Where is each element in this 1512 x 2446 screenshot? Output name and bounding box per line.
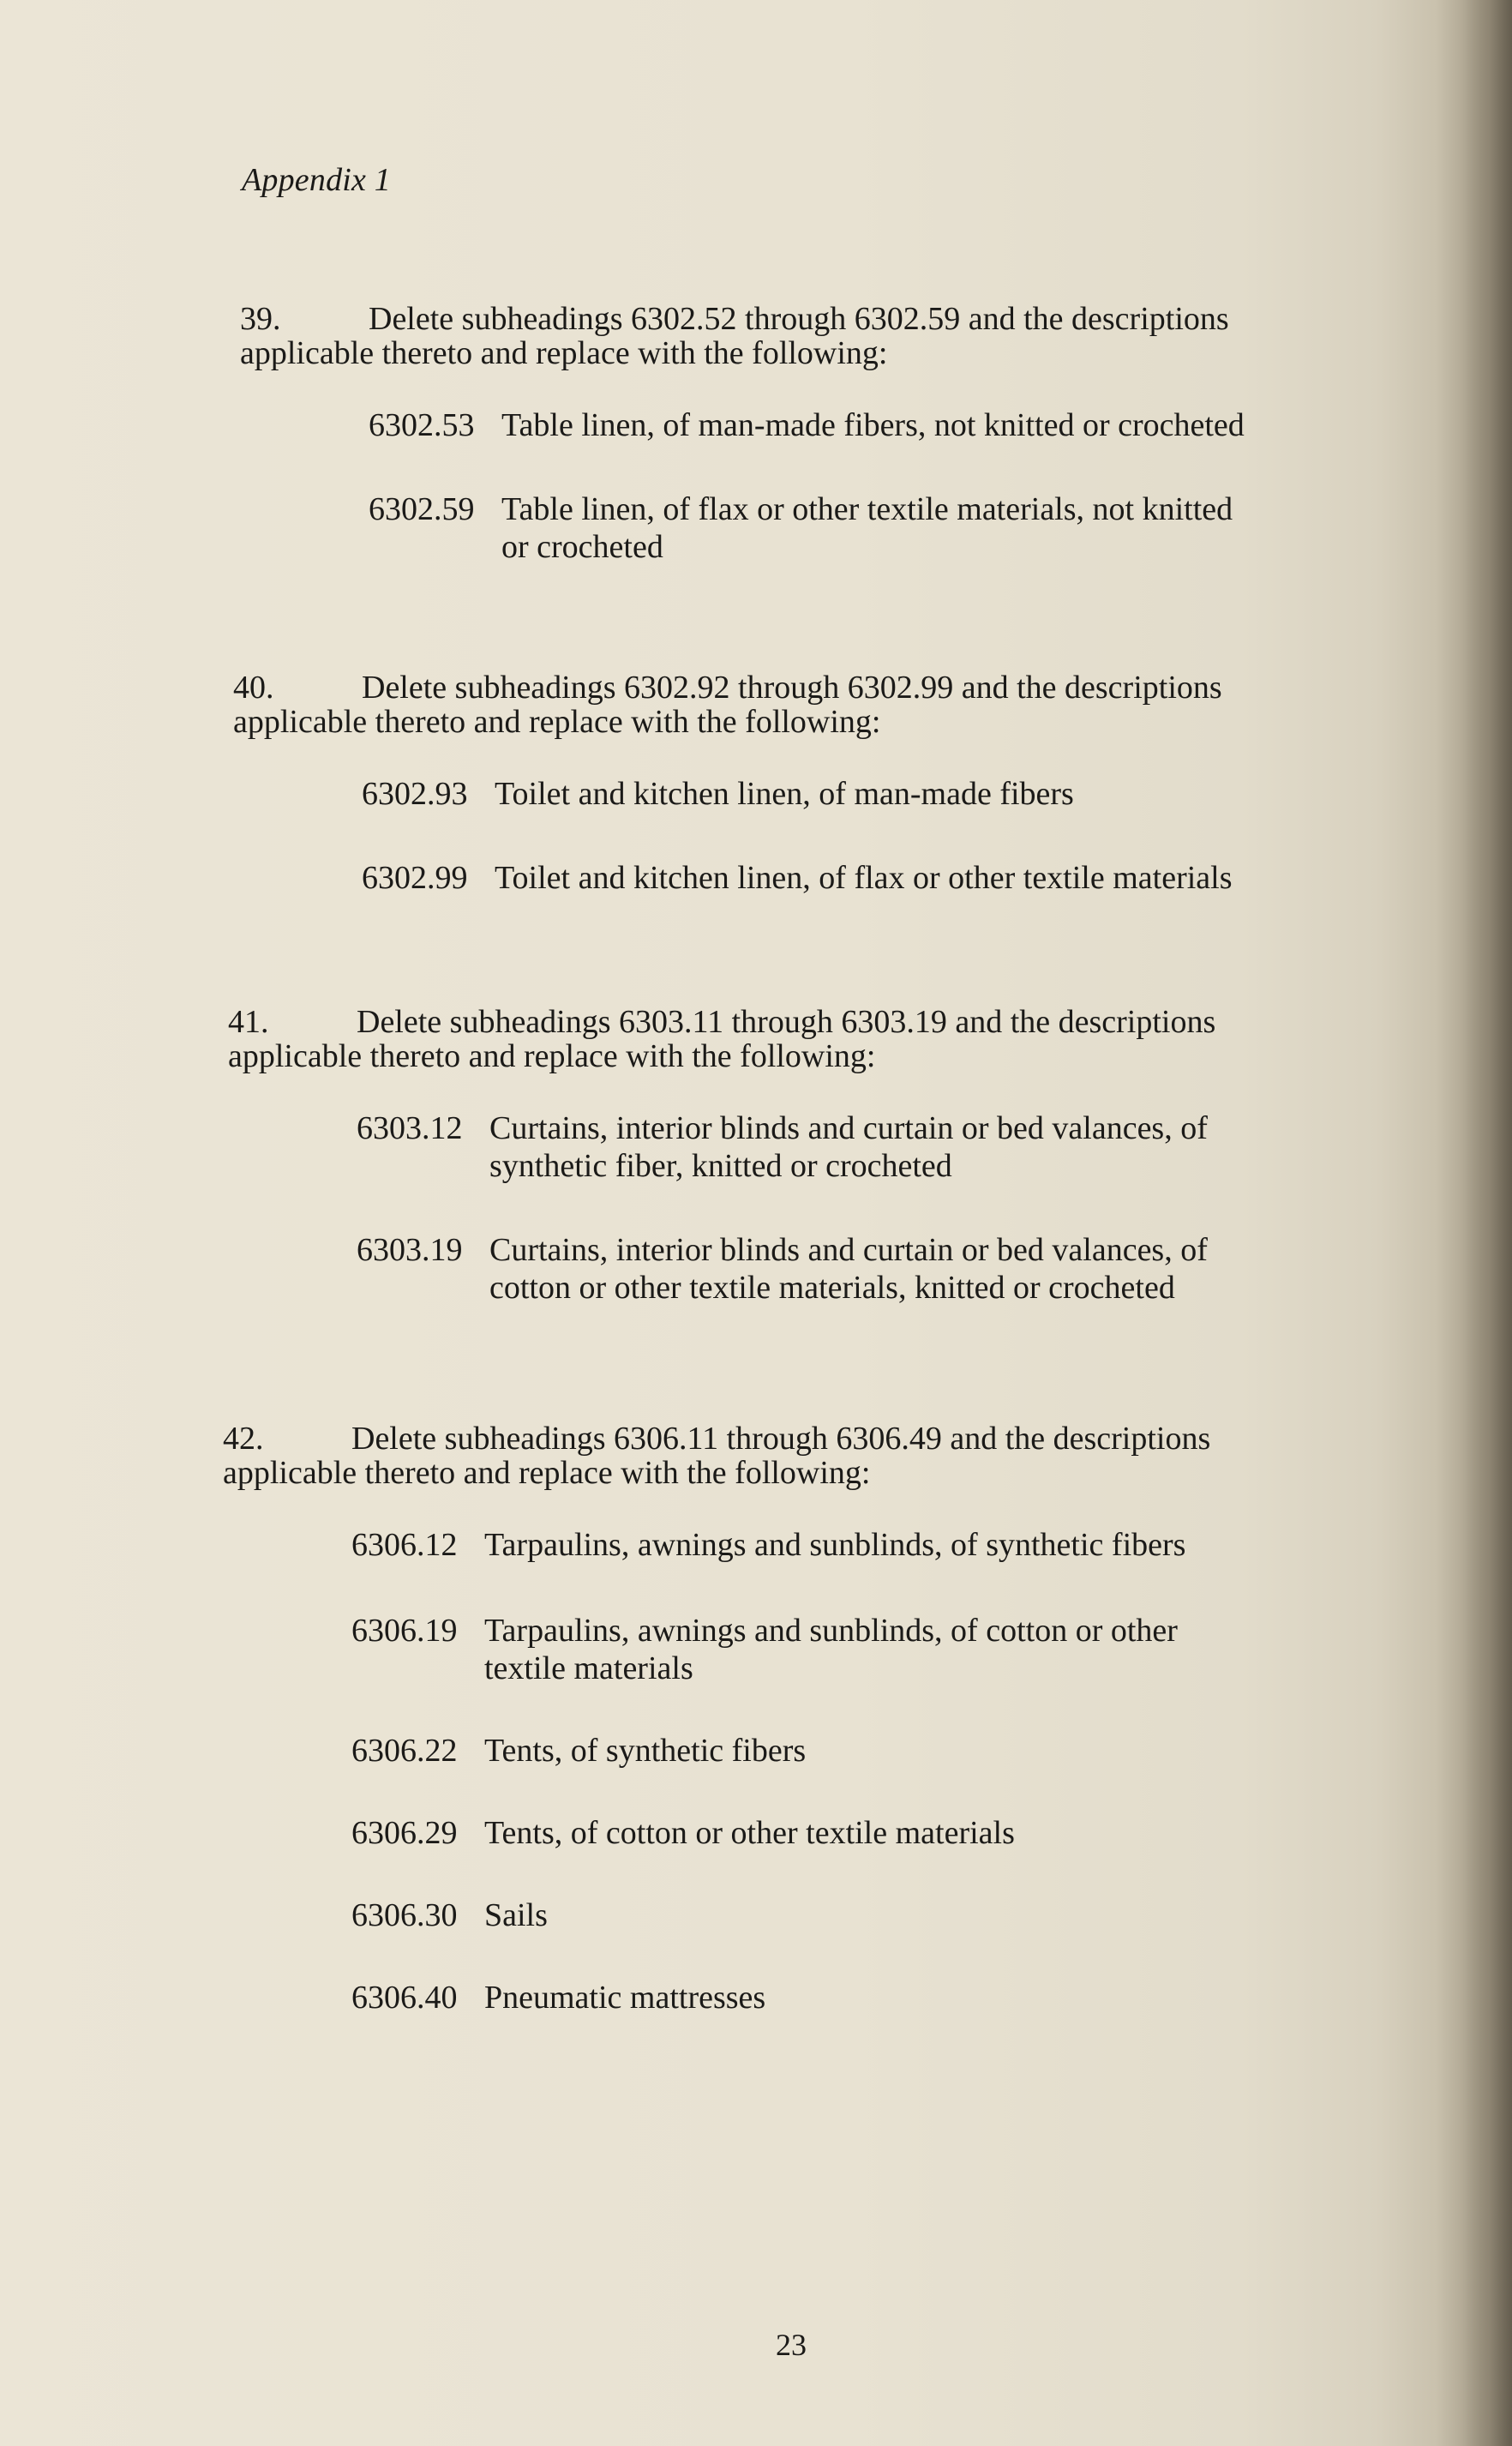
section-number: 40. bbox=[233, 670, 274, 706]
list-item bbox=[223, 1979, 1363, 2016]
subheading-code: 6306.22 bbox=[351, 1733, 458, 1769]
list-item bbox=[240, 490, 1380, 566]
section-39 bbox=[240, 302, 1380, 566]
section-instruction: Delete subheadings 6306.11 through 6306.49 and the descriptions bbox=[351, 1421, 1211, 1457]
subheading-description: Curtains, interior blinds and curtain or bed valances, of cotton or other textile materials, knitted or crocheted bbox=[489, 1232, 1208, 1306]
list-item bbox=[223, 1732, 1363, 1770]
section-heading-line-1 bbox=[223, 1421, 1363, 1456]
list-item bbox=[228, 1109, 1368, 1185]
section-instruction: Delete subheadings 6302.92 through 6302.99 and the descriptions bbox=[362, 670, 1222, 706]
subheading-code: 6303.12 bbox=[357, 1110, 463, 1146]
section-instruction: Delete subheadings 6303.11 through 6303.19 and the descriptions bbox=[357, 1004, 1216, 1040]
subheading-description: Curtains, interior blinds and curtain or bed valances, of synthetic fiber, knitted or crocheted bbox=[489, 1110, 1208, 1184]
subheading-code: 6306.12 bbox=[351, 1527, 458, 1563]
section-heading-line-2: applicable thereto and replace with the following: bbox=[233, 704, 881, 740]
replacement-list bbox=[223, 1526, 1363, 2016]
subheading-code: 6306.29 bbox=[351, 1815, 458, 1851]
subheading-description: Toilet and kitchen linen, of flax or other textile materials bbox=[495, 860, 1233, 896]
section-42 bbox=[223, 1421, 1363, 2016]
subheading-description: Pneumatic mattresses bbox=[484, 1980, 766, 2016]
section-40 bbox=[233, 670, 1373, 897]
section-heading-line-2: applicable thereto and replace with the following: bbox=[228, 1038, 876, 1074]
list-item bbox=[233, 859, 1373, 897]
subheading-description: Sails bbox=[484, 1897, 548, 1933]
subheading-description: Table linen, of man-made fibers, not knitted or crocheted bbox=[501, 407, 1245, 443]
section-heading-line-1 bbox=[240, 302, 1380, 336]
subheading-code: 6302.53 bbox=[369, 407, 475, 443]
subheading-description: Tents, of synthetic fibers bbox=[484, 1733, 807, 1769]
section-number: 39. bbox=[240, 301, 281, 337]
subheading-code: 6306.19 bbox=[351, 1613, 458, 1649]
section-number: 42. bbox=[223, 1421, 264, 1457]
section-instruction: Delete subheadings 6302.52 through 6302.59 and the descriptions bbox=[369, 301, 1229, 337]
section-heading-line-1 bbox=[233, 670, 1373, 705]
subheading-description: Tarpaulins, awnings and sunblinds, of synthetic fibers bbox=[484, 1527, 1186, 1563]
list-item bbox=[223, 1526, 1363, 1564]
section-heading-line-2: applicable thereto and replace with the following: bbox=[240, 335, 888, 371]
page-binding-shadow bbox=[1462, 0, 1512, 2446]
section-heading-line-1 bbox=[228, 1005, 1368, 1039]
subheading-description: Tents, of cotton or other textile materials bbox=[484, 1815, 1015, 1851]
section-heading-line-2: applicable thereto and replace with the following: bbox=[223, 1455, 871, 1491]
section-heading bbox=[228, 1005, 1368, 1073]
subheading-code: 6303.19 bbox=[357, 1232, 463, 1268]
appendix-heading: Appendix 1 bbox=[242, 162, 392, 198]
page-number: 23 bbox=[776, 2328, 807, 2362]
section-heading bbox=[240, 302, 1380, 370]
section-heading bbox=[223, 1421, 1363, 1490]
list-item bbox=[228, 1231, 1368, 1307]
section-41 bbox=[228, 1005, 1368, 1307]
subheading-description: Tarpaulins, awnings and sunblinds, of cotton or other textile materials bbox=[484, 1613, 1178, 1686]
replacement-list bbox=[240, 406, 1380, 566]
list-item bbox=[240, 406, 1380, 444]
subheading-code: 6302.93 bbox=[362, 776, 468, 812]
list-item bbox=[223, 1896, 1363, 1934]
replacement-list bbox=[228, 1109, 1368, 1307]
subheading-code: 6306.30 bbox=[351, 1897, 458, 1933]
list-item bbox=[233, 775, 1373, 813]
subheading-description: Table linen, of flax or other textile materials, not knitted or crocheted bbox=[501, 491, 1233, 565]
section-heading bbox=[233, 670, 1373, 739]
section-number: 41. bbox=[228, 1004, 269, 1040]
list-item bbox=[223, 1612, 1363, 1687]
subheading-code: 6302.99 bbox=[362, 860, 468, 896]
subheading-code: 6306.40 bbox=[351, 1980, 458, 2016]
replacement-list bbox=[233, 775, 1373, 897]
subheading-description: Toilet and kitchen linen, of man-made fibers bbox=[495, 776, 1074, 812]
list-item bbox=[223, 1814, 1363, 1852]
subheading-code: 6302.59 bbox=[369, 491, 475, 527]
